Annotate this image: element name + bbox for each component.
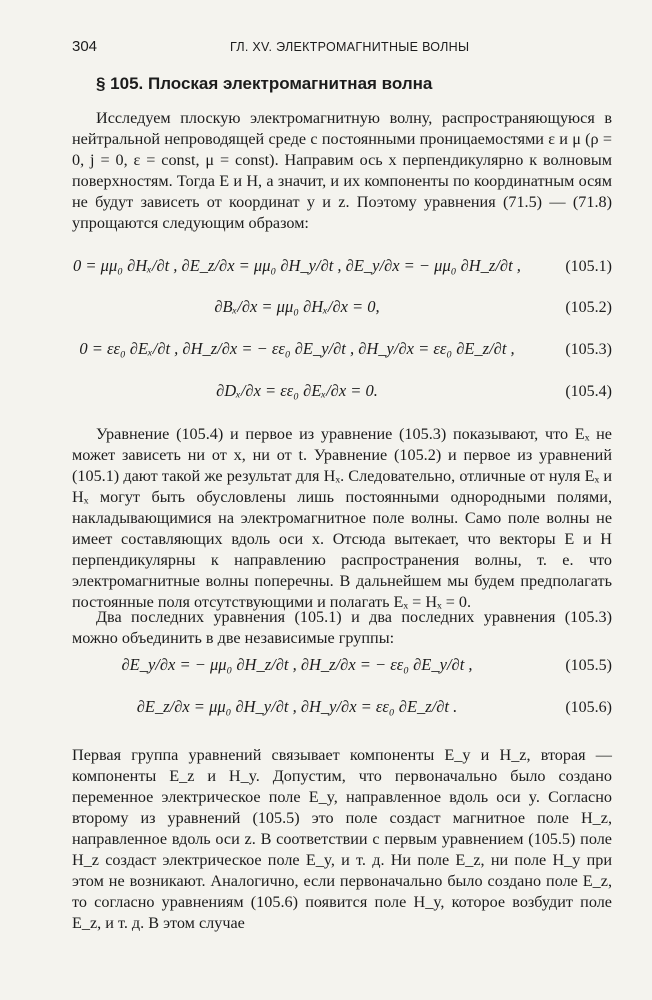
paragraph-grouping: Два последних уравнения (105.1) и два последних уравнения (105.3) можно объединить в две независимые группы: [72, 608, 612, 647]
equation-105-3 [72, 333, 612, 373]
equation-105-4 [72, 375, 612, 415]
equation-body: ∂Dₓ/∂x = εε₀ ∂Eₓ/∂x = 0. [216, 381, 378, 400]
equation-number: (105.2) [565, 299, 612, 316]
equation-number: (105.6) [565, 699, 612, 716]
equation-105-2 [72, 291, 612, 331]
equation-105-5 [72, 649, 612, 689]
running-head: ГЛ. XV. ЭЛЕКТРОМАГНИТНЫЕ ВОЛНЫ [230, 40, 470, 54]
equation-body: ∂Bₓ/∂x = μμ₀ ∂Hₓ/∂x = 0, [214, 297, 380, 316]
equation-body: 0 = μμ₀ ∂Hₓ/∂t , ∂E_z/∂x = μμ₀ ∂H_y/∂t , ∂E_y/∂x = − μμ₀ ∂H_z/∂t , [73, 256, 521, 275]
equation-105-1 [72, 250, 612, 290]
equation-body: ∂E_z/∂x = μμ₀ ∂H_y/∂t , ∂H_y/∂x = εε₀ ∂E_z/∂t . [136, 697, 458, 716]
equation-number: (105.1) [565, 258, 612, 275]
paragraph-intro: Исследуем плоскую электромагнитную волну, распространяющуюся в нейтральной непроводящей среде с постоянными проницаемостями ε и μ (ρ = 0, j = 0, ε = const, μ = const). Направим ось x перпендикулярно к волновым поверхностям. Тогда E и H, а значит, и их компоненты по координатным осям не будут зависеть от координат y и z. Поэтому уравнения (71.5) — (71.8) упрощаются следующим образом: [72, 109, 612, 232]
equation-body: ∂E_y/∂x = − μμ₀ ∂H_z/∂t , ∂H_z/∂x = − εε₀ ∂E_y/∂t , [121, 655, 473, 674]
paragraph-conclusion: Первая группа уравнений связывает компоненты E_y и H_z, вторая — компоненты E_z и H_y. Допустим, что первоначально было создано переменное электрическое поле E_y, направленное вдоль оси y. Согласно второму из уравнений (105.5) это поле создаст магнитное поле H_z, направленное вдоль оси z. В соответствии с первым уравнением (105.5) поле H_z создаст электрическое поле E_y, и т. д. Ни поле E_z, ни поле H_y при этом не возникают. Аналогично, если первоначально было создано поле E_z, то согласно уравнениям (105.6) появится поле H_y, которое возбудит поле E_z, и т. д. В этом случае [72, 746, 612, 932]
equation-number: (105.3) [565, 341, 612, 358]
page-number: 304 [72, 38, 98, 55]
section-title: § 105. Плоская электромагнитная волна [96, 74, 433, 93]
equation-number: (105.5) [565, 657, 612, 674]
equation-body: 0 = εε₀ ∂Eₓ/∂t , ∂H_z/∂x = − εε₀ ∂E_y/∂t , ∂H_y/∂x = εε₀ ∂E_z/∂t , [79, 339, 515, 358]
equation-105-6 [72, 691, 612, 731]
paragraph-analysis: Уравнение (105.4) и первое из уравнение (105.3) показывают, что Eₓ не может зависеть ни от x, ни от t. Уравнение (105.2) и первое из уравнений (105.1) дают такой же результат для Hₓ. Следовательно, отличные от нуля Eₓ и Hₓ могут быть обусловлены лишь постоянными однородными полями, накладывающимися на электромагнитное поле волны. Само поле волны не имеет составляющих вдоль оси x. Отсюда вытекает, что векторы E и H перпендикулярны к направлению распространения волны, т. е. что электромагнитные волны поперечны. В дальнейшем мы будем предполагать постоянные поля отсутствующими и полагать Eₓ = Hₓ = 0. [72, 425, 612, 611]
equation-number: (105.4) [565, 383, 612, 400]
